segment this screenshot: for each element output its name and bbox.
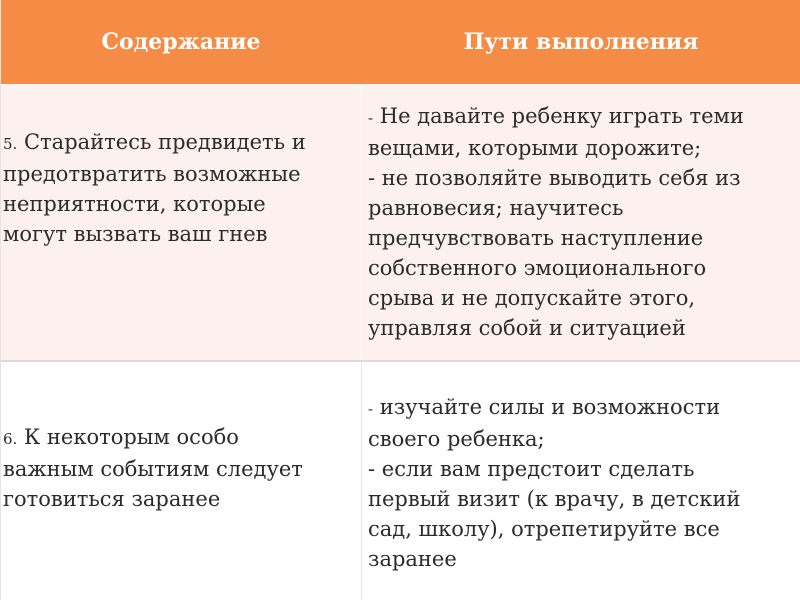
row-content-text: К некоторым особо важным событиям следует готовиться заранее bbox=[3, 425, 303, 511]
path-dash: - bbox=[368, 400, 374, 418]
column-divider bbox=[361, 362, 362, 600]
row-number: 6. bbox=[3, 430, 18, 448]
row-path-text: изучайте силы и возможности своего ребенка; - если вам предстоит сделать первый визит (к врачу, в детский сад, школу), отрепетируйте все заранее bbox=[368, 395, 741, 571]
table-header bbox=[1, 0, 800, 84]
row-path-cell bbox=[368, 392, 793, 574]
row-path-cell bbox=[368, 101, 793, 343]
row-content-text: Старайтесь предвидеть и предотвратить возможные неприятности, которые могут вызвать ваш гнев bbox=[3, 130, 306, 246]
row-content-cell bbox=[3, 422, 355, 514]
table-row bbox=[1, 360, 800, 600]
row-path-text: Не давайте ребенку играть теми вещами, которыми дорожите; - не позволяйте выводить себя из равновесия; научитесь предчувствовать наступление собственного эмоционального срыва и не допускайте этого, управляя собой и ситуацией bbox=[368, 104, 744, 340]
header-paths: Пути выполнения bbox=[463, 29, 699, 55]
column-divider bbox=[361, 85, 362, 360]
row-number: 5. bbox=[3, 135, 18, 153]
path-dash: - bbox=[368, 109, 374, 127]
header-content: Содержание bbox=[101, 29, 261, 55]
row-content-cell bbox=[3, 127, 355, 249]
table-row bbox=[1, 84, 800, 360]
